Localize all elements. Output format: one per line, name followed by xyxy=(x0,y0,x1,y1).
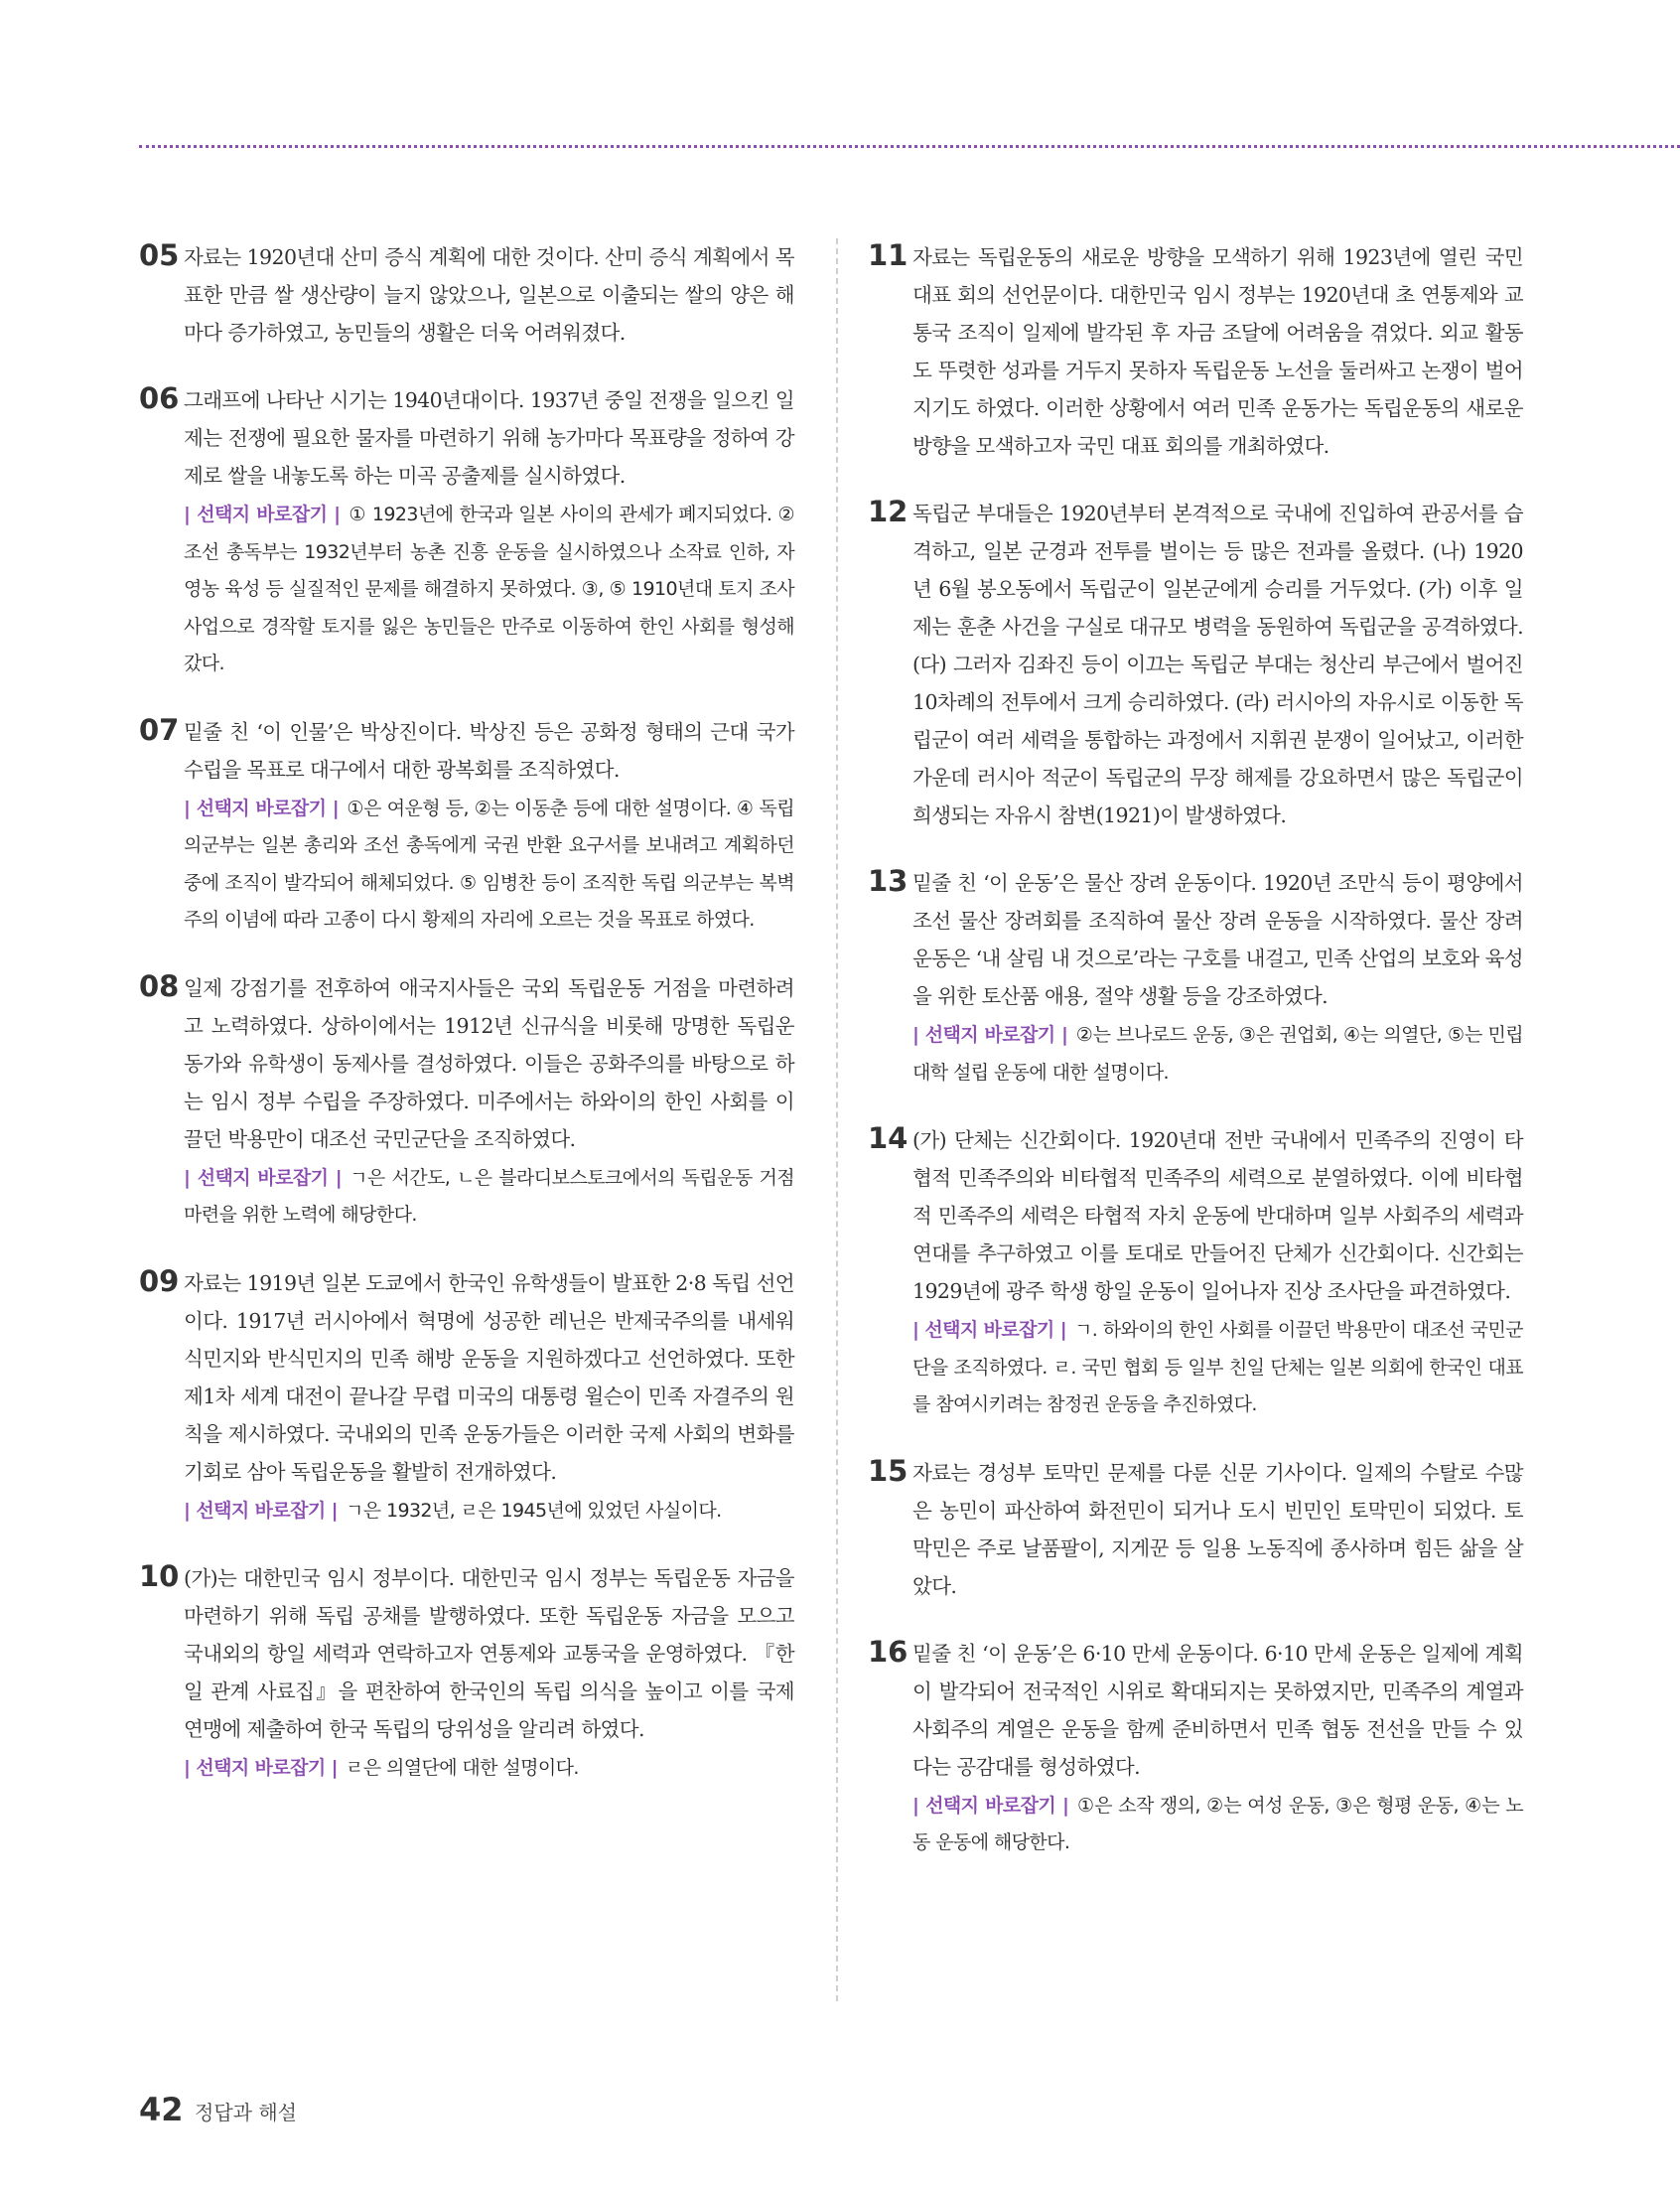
choice-correction-text: ㄱ. 하와이의 한인 사회를 이끌던 박용만이 대조선 국민군단을 조직하였다. ㄹ. 국민 협회 등 일부 친일 단체는 일본 의회에 한국인 대표를 참여시키려는 참정권 운동을 추진하였다. xyxy=(912,1319,1523,1415)
choice-correction xyxy=(912,1788,1523,1862)
choice-correction-text: ① 1923년에 한국과 일본 사이의 관세가 폐지되었다. ② 조선 총독부는 1932년부터 농촌 진흥 운동을 실시하였으나 소작료 인하, 자영농 육성 등 실질적인 문제를 해결하지 못하였다. ③, ⑤ 1910년대 토지 조사 사업으로 경작할 토지를 잃은 농민들은 만주로 이동하여 한인 사회를 형성해 갔다. xyxy=(184,504,794,674)
right-column xyxy=(868,238,1523,1892)
choice-correction-text: ①은 소작 쟁의, ②는 여성 운동, ③은 형평 운동, ④는 노동 운동에 해당한다. xyxy=(912,1794,1523,1853)
item-number: 14 xyxy=(868,1121,909,1155)
choice-correction-text: ㄱ은 서간도, ㄴ은 블라디보스토크에서의 독립운동 거점 마련을 위한 노력에 해당한다. xyxy=(184,1166,794,1226)
item-number: 15 xyxy=(868,1453,909,1488)
answer-item xyxy=(868,238,1523,465)
column-divider xyxy=(836,238,838,2001)
item-explanation: 독립군 부대들은 1920년부터 본격적으로 국내에 진입하여 관공서를 습격하고, 일본 군경과 전투를 벌이는 등 많은 전과를 올렸다. (나) 1920년 6월 봉오동에서 독립군이 일본군에게 승리를 거두었다. (가) 이후 일제는 훈춘 사건을 구실로 대규모 병력을 동원하여 독립군을 공격하였다. (다) 그러자 김좌진 등이 이끄는 독립군 부대는 청산리 부근에서 벌어진 10차례의 전투에서 크게 승리하였다. (라) 러시아의 자유시로 이동한 독립군이 여러 세력을 통합하는 과정에서 지휘권 분쟁이 일어났고, 이러한 가운데 러시아 적군이 독립군의 무장 해제를 강요하면서 많은 독립군이 희생되는 자유시 참변(1921)이 발생하였다. xyxy=(912,502,1523,827)
choice-correction-label: | 선택지 바로잡기 | xyxy=(184,1499,339,1522)
choice-correction xyxy=(184,1750,794,1788)
choice-correction xyxy=(184,791,794,940)
item-number: 08 xyxy=(139,968,180,1003)
item-explanation: 자료는 1920년대 산미 증식 계획에 대한 것이다. 산미 증식 계획에서 목표한 만큼 쌀 생산량이 늘지 않았으나, 일본으로 이출되는 쌀의 양은 해마다 증가하였고, 농민들의 생활은 더욱 어려워졌다. xyxy=(184,245,794,345)
choice-correction-label: | 선택지 바로잡기 | xyxy=(184,504,341,525)
item-number: 09 xyxy=(139,1263,180,1298)
choice-correction xyxy=(184,1160,794,1235)
choice-correction-label: | 선택지 바로잡기 | xyxy=(184,1757,339,1779)
choice-correction-label: | 선택지 바로잡기 | xyxy=(912,1794,1069,1817)
item-number: 16 xyxy=(868,1634,909,1669)
item-explanation: 그래프에 나타난 시기는 1940년대이다. 1937년 중일 전쟁을 일으킨 일제는 전쟁에 필요한 물자를 마련하기 위해 농가마다 목표량을 정하여 강제로 쌀을 내놓도록 하는 미곡 공출제를 실시하였다. xyxy=(184,388,794,488)
item-number: 07 xyxy=(139,712,180,747)
choice-correction-text: ㄱ은 1932년, ㄹ은 1945년에 있었던 사실이다. xyxy=(346,1499,722,1522)
item-number: 11 xyxy=(868,238,909,272)
answer-item xyxy=(868,1121,1523,1424)
choice-correction-label: | 선택지 바로잡기 | xyxy=(184,797,340,819)
answer-item xyxy=(868,864,1523,1092)
item-explanation: 자료는 독립운동의 새로운 방향을 모색하기 위해 1923년에 열린 국민 대표 회의 선언문이다. 대한민국 임시 정부는 1920년대 초 연통제와 교통국 조직이 일제에 발각된 후 자금 조달에 어려움을 겪었다. 외교 활동도 뚜렷한 성과를 거두지 못하자 독립운동 노선을 둘러싸고 논쟁이 벌어지기도 하였다. 이러한 상황에서 여러 민족 운동가는 독립운동의 새로운 방향을 모색하고자 국민 대표 회의를 개최하였다. xyxy=(912,245,1523,458)
left-column xyxy=(139,238,794,1818)
item-explanation: (가)는 대한민국 임시 정부이다. 대한민국 임시 정부는 독립운동 자금을 마련하기 위해 독립 공채를 발행하였다. 또한 독립운동 자금을 모으고 국내외의 항일 세력과 연락하고자 연통제와 교통국을 운영하였다. 『한일 관계 사료집』을 편찬하여 한국인의 독립 의식을 높이고 이를 국제 연맹에 제출하여 한국 독립의 당위성을 알리려 하였다. xyxy=(184,1566,794,1741)
answer-item xyxy=(139,238,794,352)
item-number: 06 xyxy=(139,381,180,415)
item-explanation: 자료는 1919년 일본 도쿄에서 한국인 유학생들이 발표한 2·8 독립 선언이다. 1917년 러시아에서 혁명에 성공한 레닌은 반제국주의를 내세워 식민지와 반식민지의 민족 해방 운동을 지원하겠다고 선언하였다. 또한 제1차 세계 대전이 끝나갈 무렵 미국의 대통령 윌슨이 민족 자결주의 원칙을 제시하였다. 국내외의 민족 운동가들은 이러한 국제 사회의 변화를 기회로 삼아 독립운동을 활발히 전개하였다. xyxy=(184,1270,794,1484)
page-section-label: 정답과 해설 xyxy=(195,2101,297,2124)
answer-item xyxy=(868,1635,1523,1862)
choice-correction-text: ㄹ은 의열단에 대한 설명이다. xyxy=(346,1757,579,1779)
choice-correction xyxy=(184,1493,794,1531)
choice-correction-text: ①은 여운형 등, ②는 이동춘 등에 대한 설명이다. ④ 독립 의군부는 일본 총리와 조선 총독에게 국권 반환 요구서를 보내려고 계획하던 중에 조직이 발각되어 해체되었다. ⑤ 임병찬 등이 조직한 독립 의군부는 복벽주의 이념에 따라 고종이 다시 황제의 자리에 오르는 것을 목표로 하였다. xyxy=(184,797,794,931)
answer-item xyxy=(139,969,794,1235)
choice-correction-label: | 선택지 바로잡기 | xyxy=(184,1166,343,1189)
top-dotted-rule xyxy=(139,145,1680,148)
answer-item xyxy=(139,713,794,940)
choice-correction-text: ②는 브나로드 운동, ③은 권업회, ④는 의열단, ⑤는 민립 대학 설립 운동에 대한 설명이다. xyxy=(912,1024,1523,1084)
item-explanation: 밑줄 친 ‘이 운동’은 물산 장려 운동이다. 1920년 조만식 등이 평양에서 조선 물산 장려회를 조직하여 물산 장려 운동을 시작하였다. 물산 장려 운동은 ‘내 살림 내 것으로’라는 구호를 내걸고, 민족 산업의 보호와 육성을 위한 토산품 애용, 절약 생활 등을 강조하였다. xyxy=(912,871,1523,1008)
item-number: 13 xyxy=(868,864,909,898)
answer-item xyxy=(868,495,1523,834)
item-number: 10 xyxy=(139,1559,180,1593)
item-number: 05 xyxy=(139,238,180,272)
answer-item xyxy=(868,1454,1523,1605)
item-explanation: 일제 강점기를 전후하여 애국지사들은 국외 독립운동 거점을 마련하려고 노력하였다. 상하이에서는 1912년 신규식을 비롯해 망명한 독립운동가와 유학생이 동제사를 결성하였다. 이들은 공화주의를 바탕으로 하는 임시 정부 수립을 주장하였다. 미주에서는 하와이의 한인 사회를 이끌던 박용만이 대조선 국민군단을 조직하였다. xyxy=(184,975,794,1151)
page-number: 42 xyxy=(139,2091,184,2128)
answer-item xyxy=(139,1264,794,1531)
item-explanation: (가) 단체는 신간회이다. 1920년대 전반 국내에서 민족주의 진영이 타협적 민족주의와 비타협적 민족주의 세력으로 분열하였다. 이에 비타협적 민족주의 세력은 타협적 자치 운동에 반대하며 일부 사회주의 세력과 연대를 추구하였고 이를 토대로 만들어진 단체가 신간회이다. 신간회는 1929년에 광주 학생 항일 운동이 일어나자 진상 조사단을 파견하였다. xyxy=(912,1128,1523,1303)
answer-item xyxy=(139,1559,794,1788)
item-number: 12 xyxy=(868,495,909,528)
choice-correction xyxy=(912,1312,1523,1424)
item-explanation: 밑줄 친 ‘이 인물’은 박상진이다. 박상진 등은 공화정 형태의 근대 국가 수립을 목표로 대구에서 대한 광복회를 조직하였다. xyxy=(184,719,794,782)
answer-item xyxy=(139,381,794,683)
choice-correction xyxy=(912,1017,1523,1092)
choice-correction-label: | 선택지 바로잡기 | xyxy=(912,1319,1067,1341)
item-explanation: 밑줄 친 ‘이 운동’은 6·10 만세 운동이다. 6·10 만세 운동은 일제에 계획이 발각되어 전국적인 시위로 확대되지는 못하였지만, 민족주의 계열과 사회주의 계열은 운동을 함께 준비하면서 민족 협동 전선을 만들 수 있다는 공감대를 형성하였다. xyxy=(912,1641,1523,1779)
choice-correction xyxy=(184,497,794,683)
choice-correction-label: | 선택지 바로잡기 | xyxy=(912,1024,1068,1046)
item-explanation: 자료는 경성부 토막민 문제를 다룬 신문 기사이다. 일제의 수탈로 수많은 농민이 파산하여 화전민이 되거나 도시 빈민인 토막민이 되었다. 토막민은 주로 날품팔이, 지게꾼 등 일용 노동직에 종사하며 힘든 삶을 살았다. xyxy=(912,1460,1523,1598)
